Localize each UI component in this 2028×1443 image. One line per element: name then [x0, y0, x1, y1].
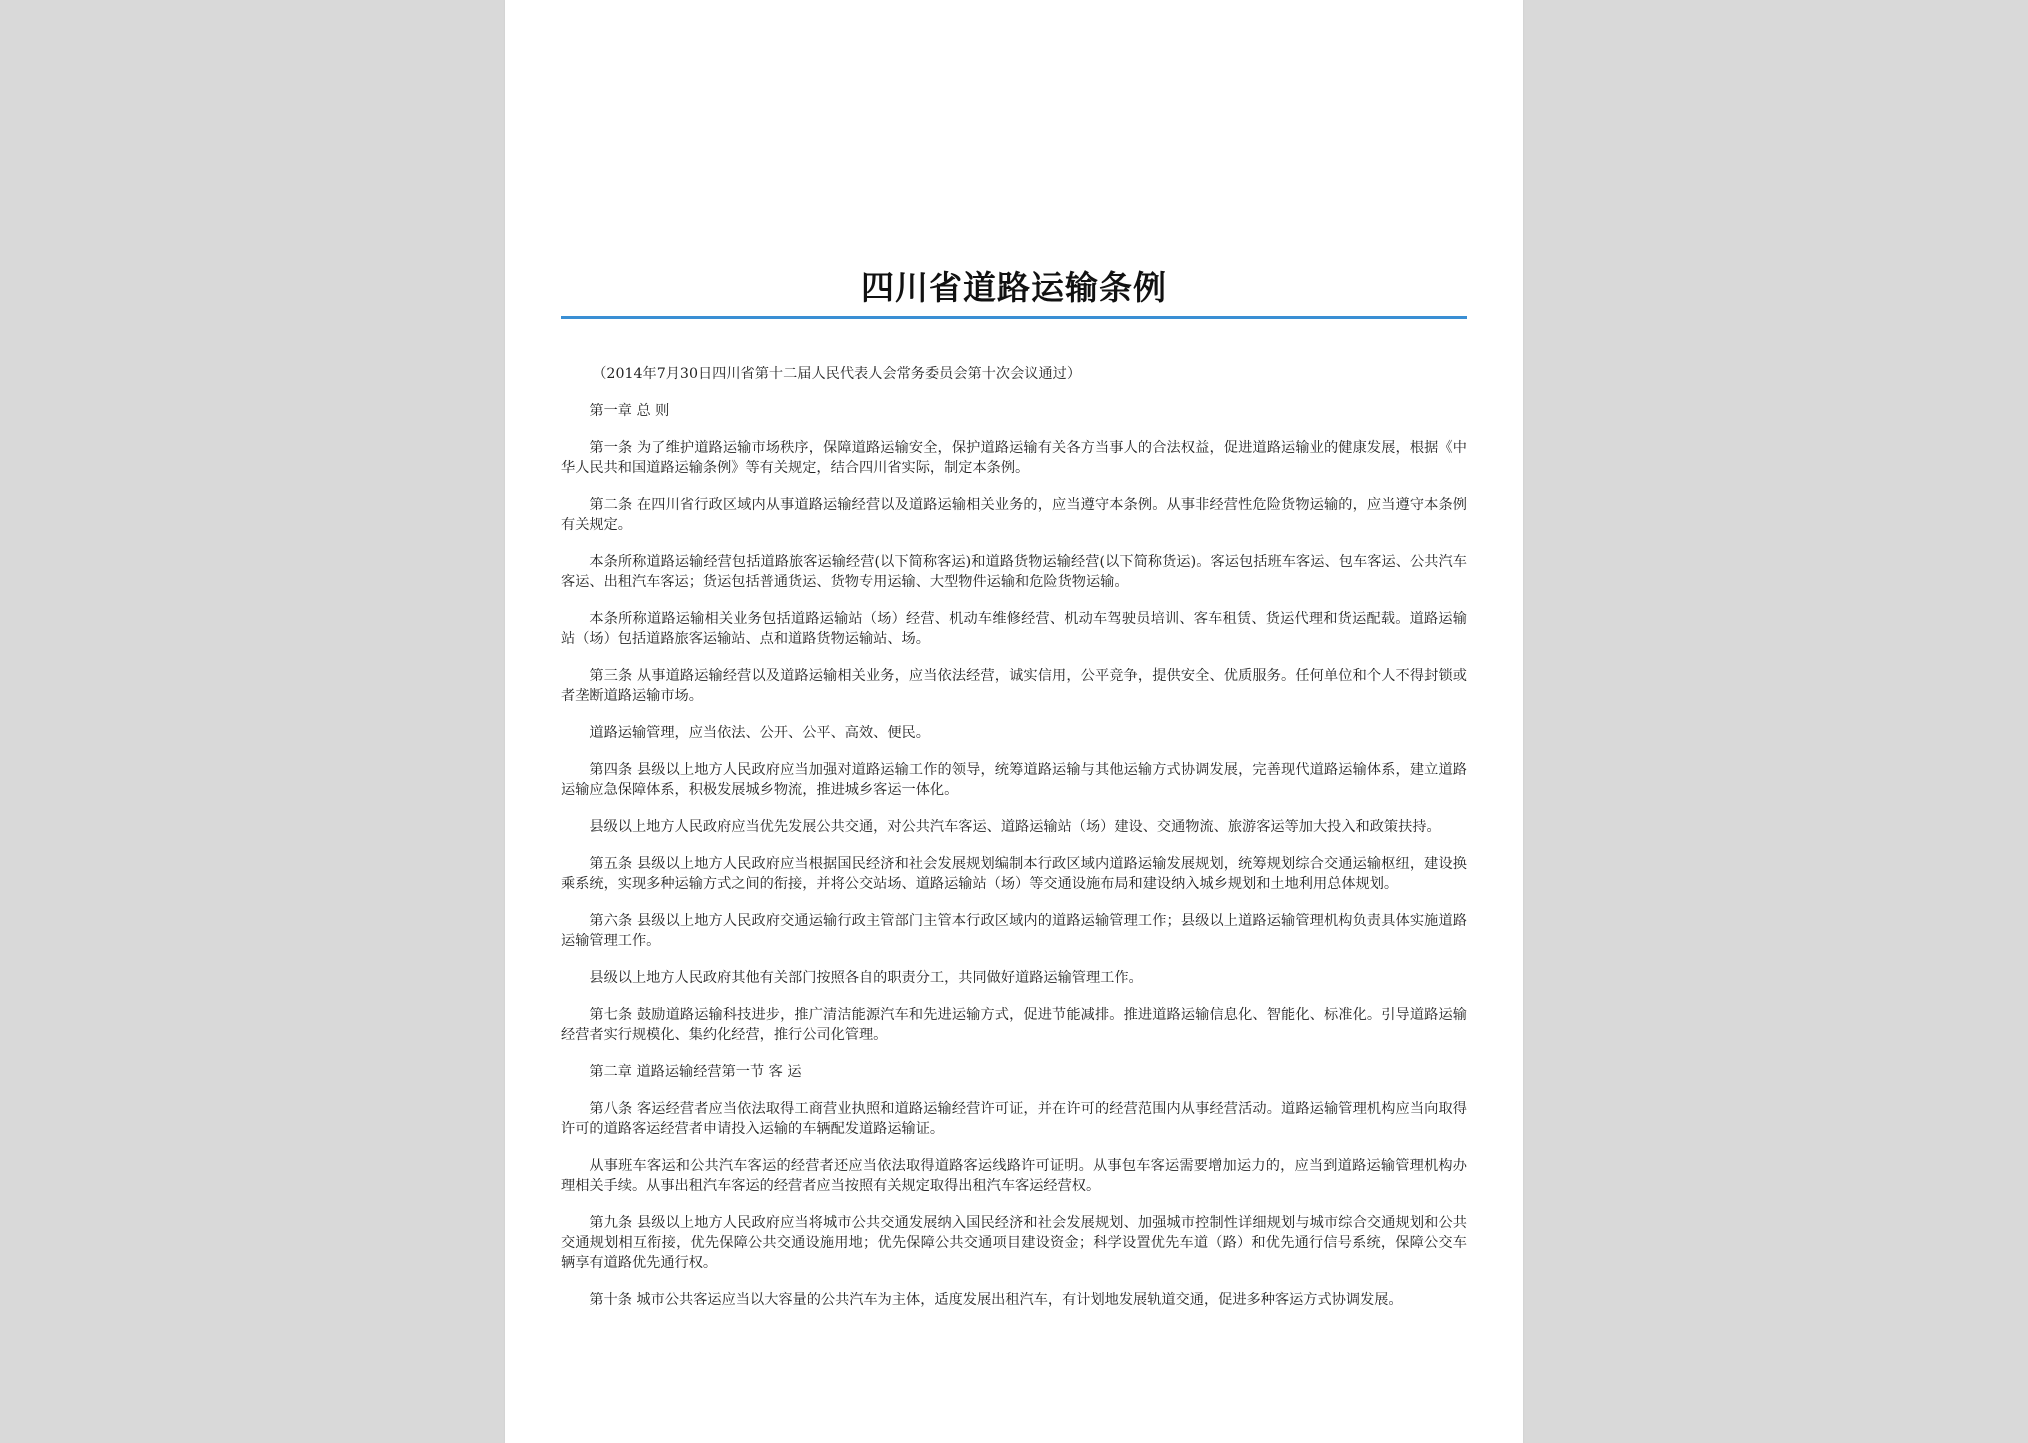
document-body — [561, 364, 1467, 1327]
article-paragraph: 第七条 鼓励道路运输科技进步，推广清洁能源汽车和先进运输方式，促进节能减排。推进道路运输信息化、智能化、标准化。引导道路运输经营者实行规模化、集约化经营，推行公司化管理。 — [561, 1007, 1467, 1043]
adoption-note: （2014年7月30日四川省第十二届人民代表人会常务委员会第十次会议通过） — [592, 366, 1082, 382]
article-paragraph: 本条所称道路运输相关业务包括道路运输站（场）经营、机动车维修经营、机动车驾驶员培训、客车租赁、货运代理和货运配载。道路运输站（场）包括道路旅客运输站、点和道路货物运输站、场。 — [561, 611, 1467, 647]
chapter-heading: 第一章 总 则 — [589, 403, 670, 419]
article-paragraph: 第六条 县级以上地方人民政府交通运输行政主管部门主管本行政区域内的道路运输管理工作；县级以上道路运输管理机构负责具体实施道路运输管理工作。 — [561, 913, 1467, 949]
article-paragraph: 第十条 城市公共客运应当以大容量的公共汽车为主体，适度发展出租汽车，有计划地发展轨道交通，促进多种客运方式协调发展。 — [589, 1292, 1403, 1308]
article-paragraph: 第一条 为了维护道路运输市场秩序，保障道路运输安全，保护道路运输有关各方当事人的合法权益，促进道路运输业的健康发展，根据《中华人民共和国道路运输条例》等有关规定，结合四川省实际，制定本条例。 — [561, 440, 1467, 476]
document-page — [505, 0, 1523, 1443]
title-divider — [561, 316, 1467, 319]
article-paragraph: 第九条 县级以上地方人民政府应当将城市公共交通发展纳入国民经济和社会发展规划、加强城市控制性详细规划与城市综合交通规划和公共交通规划相互衔接，优先保障公共交通设施用地；优先保障公共交通项目建设资金；科学设置优先车道（路）和优先通行信号系统，保障公交车辆享有道路优先通行权。 — [561, 1215, 1467, 1271]
page-title: 四川省道路运输条例 — [861, 268, 1167, 307]
chapter-heading: 第二章 道路运输经营第一节 客 运 — [589, 1064, 802, 1080]
article-paragraph: 县级以上地方人民政府应当优先发展公共交通，对公共汽车客运、道路运输站（场）建设、交通物流、旅游客运等加大投入和政策扶持。 — [589, 819, 1441, 835]
article-paragraph: 第三条 从事道路运输经营以及道路运输相关业务，应当依法经营，诚实信用，公平竞争，提供安全、优质服务。任何单位和个人不得封锁或者垄断道路运输市场。 — [561, 668, 1467, 704]
article-paragraph: 从事班车客运和公共汽车客运的经营者还应当依法取得道路客运线路许可证明。从事包车客运需要增加运力的，应当到道路运输管理机构办理相关手续。从事出租汽车客运的经营者应当按照有关规定取得出租汽车客运经营权。 — [561, 1158, 1467, 1194]
article-paragraph: 第五条 县级以上地方人民政府应当根据国民经济和社会发展规划编制本行政区域内道路运输发展规划，统筹规划综合交通运输枢纽，建设换乘系统，实现多种运输方式之间的衔接，并将公交站场、道路运输站（场）等交通设施布局和建设纳入城乡规划和土地利用总体规划。 — [561, 856, 1467, 892]
article-paragraph: 第八条 客运经营者应当依法取得工商营业执照和道路运输经营许可证，并在许可的经营范围内从事经营活动。道路运输管理机构应当向取得许可的道路客运经营者申请投入运输的车辆配发道路运输证。 — [561, 1101, 1467, 1137]
article-paragraph: 第二条 在四川省行政区域内从事道路运输经营以及道路运输相关业务的，应当遵守本条例。从事非经营性危险货物运输的，应当遵守本条例有关规定。 — [561, 497, 1467, 533]
article-paragraph: 县级以上地方人民政府其他有关部门按照各自的职责分工，共同做好道路运输管理工作。 — [589, 970, 1143, 986]
article-paragraph: 第四条 县级以上地方人民政府应当加强对道路运输工作的领导，统筹道路运输与其他运输方式协调发展，完善现代道路运输体系，建立道路运输应急保障体系，积极发展城乡物流，推进城乡客运一体化。 — [561, 762, 1467, 798]
article-paragraph: 本条所称道路运输经营包括道路旅客运输经营(以下简称客运)和道路货物运输经营(以下简称货运)。客运包括班车客运、包车客运、公共汽车客运、出租汽车客运；货运包括普通货运、货物专用运输、大型物件运输和危险货物运输。 — [561, 554, 1467, 590]
article-paragraph: 道路运输管理，应当依法、公开、公平、高效、便民。 — [589, 725, 930, 741]
